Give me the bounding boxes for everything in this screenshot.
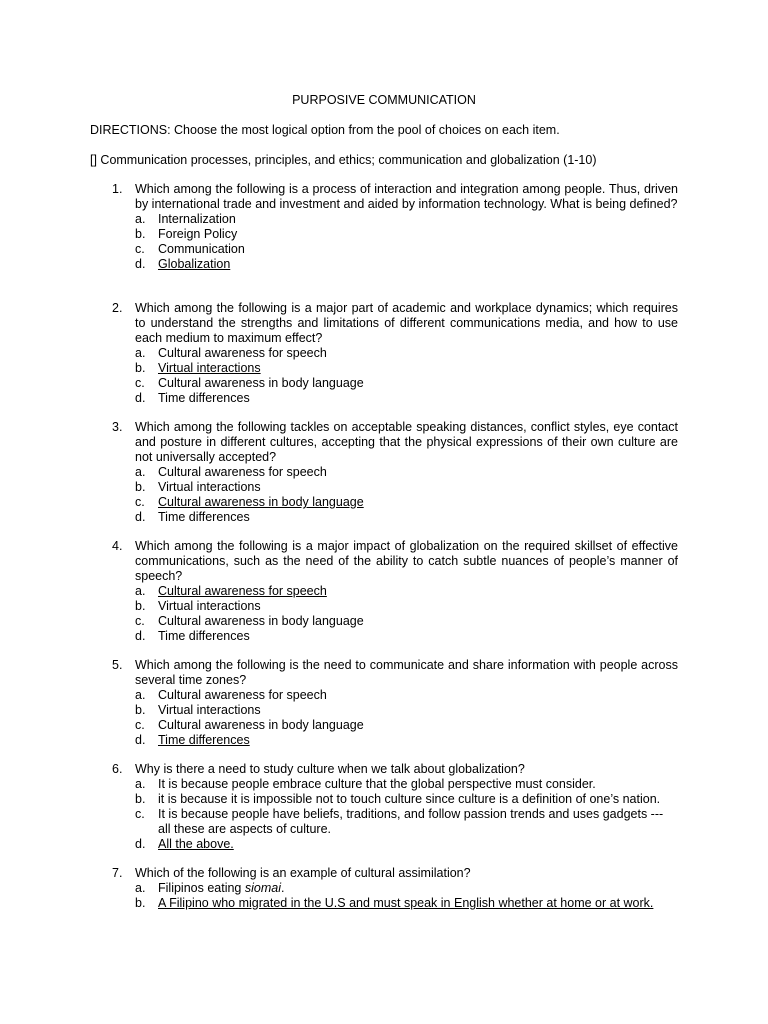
question-number: 3. (112, 420, 123, 434)
option-d-answer: d. All the above. (135, 837, 234, 851)
question-4 (112, 539, 678, 644)
page-title: PURPOSIVE COMMUNICATION (292, 93, 476, 107)
question-number: 6. (112, 762, 123, 776)
directions: DIRECTIONS: Choose the most logical option from the pool of choices on each item. (90, 123, 560, 137)
option-d: d. Time differences (135, 510, 250, 524)
option-c: c. Cultural awareness in body language (135, 376, 364, 390)
option-a: a. Cultural awareness for speech (135, 465, 327, 479)
question-1 (112, 182, 678, 272)
option-c-answer: c. Cultural awareness in body language (135, 495, 364, 509)
question-6 (112, 762, 678, 852)
question-stem: Why is there a need to study culture when we talk about globalization? (135, 762, 525, 776)
option-a: a. It is because people embrace culture that the global perspective must consider. (135, 777, 596, 791)
question-5 (112, 658, 678, 748)
option-c: c. Cultural awareness in body language (135, 718, 364, 732)
option-c: c. It is because people have beliefs, traditions, and follow passion trends and uses gadgets --- all these are aspects of culture. (135, 807, 664, 836)
option-d: d. Time differences (135, 391, 250, 405)
option-c: c. Communication (135, 242, 245, 256)
question-2 (112, 301, 678, 406)
question-number: 2. (112, 301, 123, 315)
question-3 (112, 420, 678, 525)
option-b: b. Virtual interactions (135, 703, 261, 717)
question-stem: Which among the following is a major impact of globalization on the required skillset of effective communications, such as the need of the ability to catch subtle nuances of people’s manner of speech? (135, 539, 678, 583)
question-stem: Which among the following is a process of interaction and integration among people. Thus, driven by international trade and investment and aided by information technology. What is being defined? (135, 182, 678, 211)
option-a: a. Internalization (135, 212, 236, 226)
option-a-answer: a. Cultural awareness for speech (135, 584, 327, 598)
question-7 (112, 866, 678, 911)
option-a: a. Filipinos eating siomai. (135, 881, 285, 895)
option-b: b. Foreign Policy (135, 227, 238, 241)
section-header: [] Communication processes, principles, and ethics; communication and globalization (1-10) (90, 153, 597, 167)
option-b-answer: b. A Filipino who migrated in the U.S and must speak in English whether at home or at work. (135, 896, 654, 910)
question-stem: Which of the following is an example of cultural assimilation? (135, 866, 471, 880)
option-c: c. Cultural awareness in body language (135, 614, 364, 628)
option-b: b. Virtual interactions (135, 480, 261, 494)
option-a: a. Cultural awareness for speech (135, 688, 327, 702)
question-stem: Which among the following is the need to communicate and share information with people across several time zones? (135, 658, 678, 687)
question-stem: Which among the following is a major part of academic and workplace dynamics; which requires to understand the strengths and limitations of different communications media, and how to use each medium to maximum effect? (135, 301, 678, 345)
option-b-answer: b. Virtual interactions (135, 361, 261, 375)
option-d-answer: d. Globalization (135, 257, 231, 271)
option-b: b. Virtual interactions (135, 599, 261, 613)
option-b: b. it is because it is impossible not to touch culture since culture is a definition of one’s nation. (135, 792, 661, 806)
option-a: a. Cultural awareness for speech (135, 346, 327, 360)
question-number: 1. (112, 182, 123, 196)
option-d: d. Time differences (135, 629, 250, 643)
question-stem: Which among the following tackles on acceptable speaking distances, conflict styles, eye contact and posture in different cultures, accepting that the physical expressions of their own culture are not universally accepted? (135, 420, 678, 464)
question-number: 7. (112, 866, 123, 880)
question-number: 4. (112, 539, 123, 553)
question-number: 5. (112, 658, 123, 672)
option-d-answer: d. Time differences (135, 733, 250, 747)
